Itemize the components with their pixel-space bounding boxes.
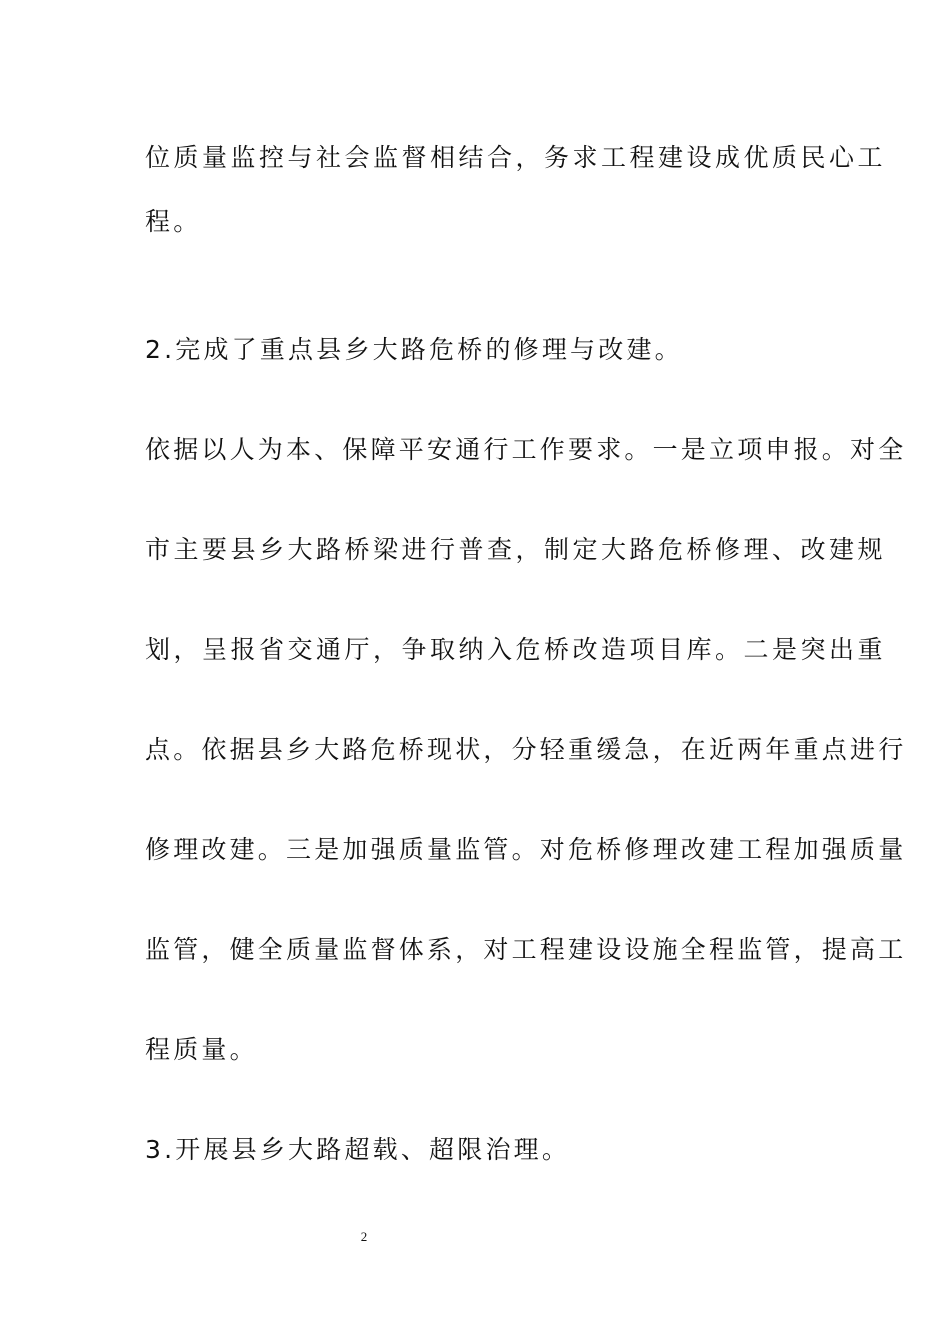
text-line: 位质量监控与社会监督相结合，务求工程建设成优质民心工 [145,143,887,172]
text-line: 点。依据县乡大路危桥现状，分轻重缓急，在近两年重点进行 [145,735,907,764]
section-heading: 2.完成了重点县乡大路危桥的修理与改建。 [145,335,683,364]
page-number: 2 [360,1229,368,1244]
text-line: 监管，健全质量监督体系，对工程建设设施全程监管，提高工 [145,935,907,964]
text-line: 修理改建。三是加强质量监管。对危桥修理改建工程加强质量 [145,835,907,864]
text-line: 程。 [145,207,202,236]
text-line: 依据以人为本、保障平安通行工作要求。一是立项申报。对全 [145,435,907,464]
text-line: 市主要县乡大路桥梁进行普查，制定大路危桥修理、改建规 [145,535,887,564]
text-line: 划，呈报省交通厅，争取纳入危桥改造项目库。二是突出重 [145,635,887,664]
section-heading: 3.开展县乡大路超载、超限治理。 [145,1135,571,1164]
text-line: 程质量。 [145,1035,258,1064]
